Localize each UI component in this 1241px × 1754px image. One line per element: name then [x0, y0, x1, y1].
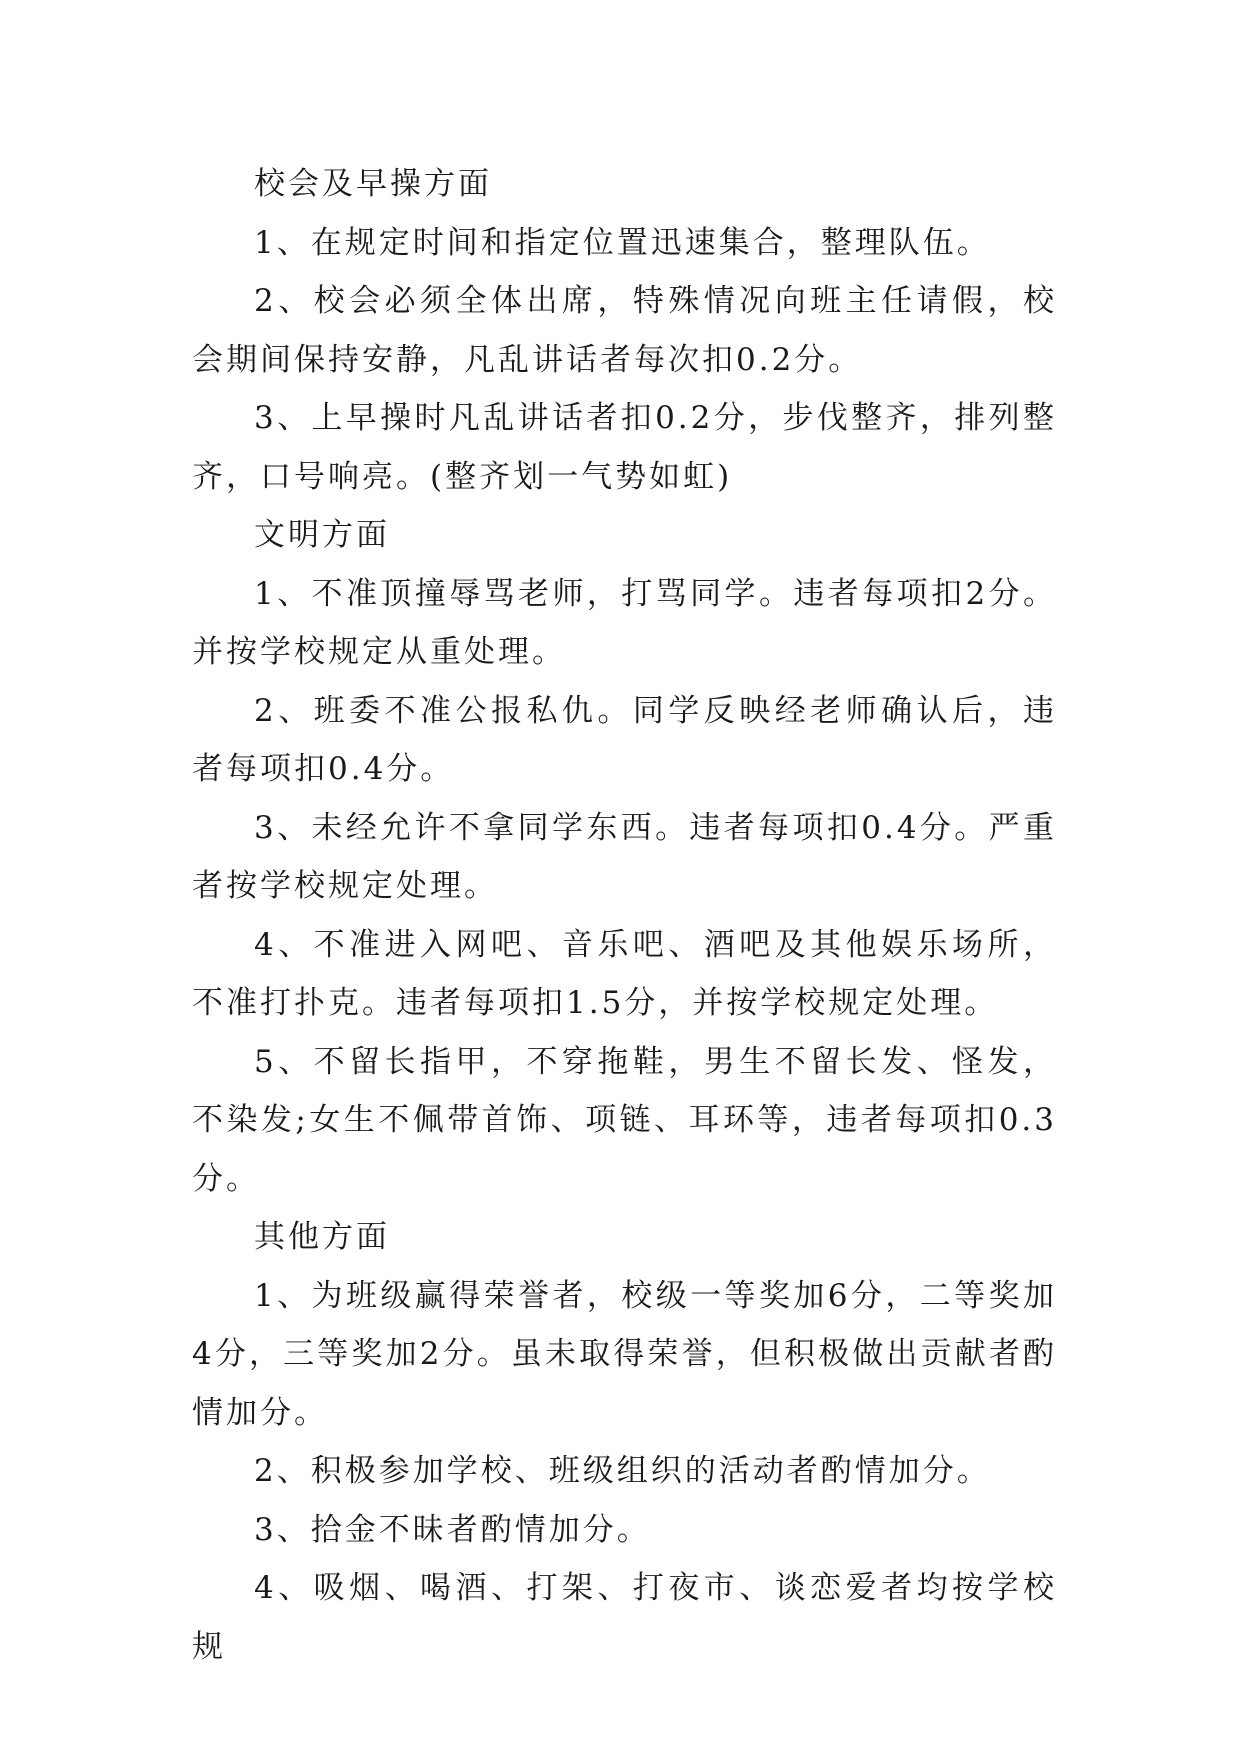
document-body: [192, 155, 1057, 1676]
rule-item: 5、不留长指甲，不穿拖鞋，男生不留长发、怪发，不染发;女生不佩带首饰、项链、耳环等，违者每项扣0.3分。: [192, 1043, 1057, 1197]
section-heading-civility: 文明方面: [254, 517, 390, 553]
rule-item: 2、班委不准公报私仇。同学反映经老师确认后，违者每项扣0.4分。: [192, 692, 1057, 787]
rule-item: 3、拾金不昧者酌情加分。: [254, 1511, 651, 1548]
rule-item: 3、未经允许不拿同学东西。违者每项扣0.4分。严重者按学校规定处理。: [192, 809, 1057, 904]
rule-item: 1、在规定时间和指定位置迅速集合，整理队伍。: [254, 224, 991, 261]
rule-item: 2、积极参加学校、班级组织的活动者酌情加分。: [254, 1453, 991, 1489]
section-heading-other: 其他方面: [254, 1219, 390, 1255]
rule-item: 4、吸烟、喝酒、打架、打夜市、谈恋爱者均按学校规: [192, 1570, 1057, 1665]
rule-item: 1、不准顶撞辱骂老师，打骂同学。违者每项扣2分。并按学校规定从重处理。: [192, 575, 1057, 670]
rule-item: 1、为班级赢得荣誉者，校级一等奖加6分，二等奖加4分，三等奖加2分。虽未取得荣誉，但积极做出贡献者酌情加分。: [192, 1277, 1057, 1431]
section-heading-assembly: 校会及早操方面: [254, 166, 492, 202]
rule-item: 2、校会必须全体出席，特殊情况向班主任请假，校会期间保持安静，凡乱讲话者每次扣0.2分。: [192, 283, 1057, 378]
rule-item: 3、上早操时凡乱讲话者扣0.2分，步伐整齐，排列整齐，口号响亮。(整齐划一气势如虹): [192, 400, 1057, 495]
rule-item: 4、不准进入网吧、音乐吧、酒吧及其他娱乐场所，不准打扑克。违者每项扣1.5分，并按学校规定处理。: [192, 926, 1057, 1021]
